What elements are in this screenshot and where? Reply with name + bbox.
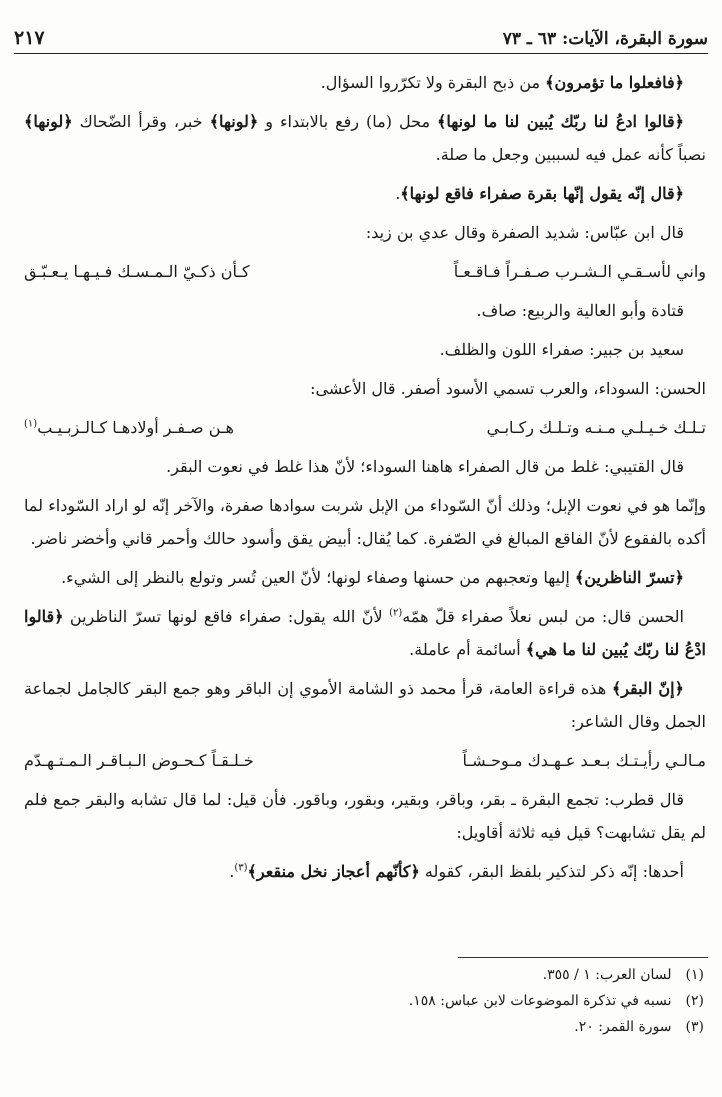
text: لأنّ الله يقول: صفراء فاقع لونها تسرّ الناظرين — [63, 607, 390, 626]
paragraph — [24, 855, 706, 888]
footnote-text: سورة القمر: ٢٠. — [574, 1019, 672, 1035]
quran-quote: ﴿فافعلوا ما تؤمرون﴾ — [545, 73, 684, 92]
footnote-number: (٣) — [685, 1019, 704, 1035]
text: هذه قراءة العامة، قرأ محمد ذو الشامة الأموي إن الباقر وهو جمع البقر كالجامل لجماعة الجمل وقال الشاعر: — [24, 679, 706, 731]
paragraph — [24, 561, 706, 594]
paragraph — [24, 66, 706, 99]
quran-quote: ﴿تسرّ الناظرين﴾ — [574, 568, 684, 587]
text: محل (ما) رفع بالابتداء و — [258, 112, 438, 131]
text: أسائمة أم عاملة. — [409, 640, 526, 659]
paragraph — [24, 105, 706, 171]
text: هـن صـفـر أولادهـا كـالـزبـيـب — [37, 418, 234, 437]
paragraph: قال القتيبي: غلط من قال الصفراء هاهنا السوداء؛ لأنّ هذا غلط في نعوت البقر. — [166, 457, 684, 476]
quran-quote: ﴿إنّ البقر﴾ — [611, 679, 684, 698]
page-number: ٢١٧ — [14, 27, 45, 49]
text: الحسن قال: من لبس نعلاً صفراء قلّ همّه — [402, 607, 684, 626]
verse-first-hemistich: مـالـي رأيـتـك بـعـد عـهـدك مـوحـشـاً — [462, 751, 706, 770]
verse-second-hemistich: كـأن ذكـيّ الـمـسـك فـيـهـا يـعـبّـق — [24, 262, 250, 281]
text: خبر، وقرأ الضّحاك — [72, 112, 210, 131]
poetry-verse — [24, 255, 706, 288]
footnote-item — [24, 962, 704, 988]
paragraph — [24, 177, 706, 210]
verse-second-hemistich — [24, 411, 234, 444]
paragraph: سعيد بن جبير: صفراء اللون والظلف. — [439, 340, 684, 359]
page-body — [24, 66, 706, 894]
text: إليها وتعجبهم من حسنها وصفاء لونها؛ لأنّ العين تُسر وتولع بالنظر إلى الشيء. — [61, 568, 575, 587]
running-title: سورة البقرة، الآيات: ٦٣ ـ ٧٣ — [502, 29, 708, 49]
paragraph: قال ابن عبّاس: شديد الصفرة وقال عدي بن زيد: — [365, 223, 684, 242]
verse-second-hemistich: خـلـقـاً كـحـوض الـبـاقـر الـمـتـهـدّم — [24, 751, 254, 770]
verse-first-hemistich: تـلـك خـيـلـي مـنـه وتـلـك ركـابـي — [486, 418, 706, 437]
footnote-number: (١) — [685, 967, 704, 983]
footnote-item — [24, 1014, 704, 1040]
text: نصباً كأنه عمل فيه لسببين وجعل ما صلة. — [435, 145, 706, 164]
paragraph: وإنّما هو في نعوت الإبل؛ وذلك أنّ السّوداء من الإبل شربت سوادها صفرة، والآخر إنّه لو اراد السّوداء لما أكده بالفقوع لأنّ الفاقع المبالغ في الصّفرة. كما يُقال: أبيض يقق وأسود حالك وأحمر قاني وأخضر ناضر. — [24, 496, 706, 548]
text: من ذبح البقرة ولا تكرّروا السؤال. — [320, 73, 546, 92]
footnote-divider — [458, 957, 708, 958]
text: . — [229, 862, 235, 881]
footnotes — [24, 962, 704, 1040]
verse-first-hemistich: واني لأسـقـي الـشـرب صـفـراً فـاقـعـاً — [453, 262, 706, 281]
quran-quote: ﴿قال إنّه يقول إنّها بقرة صفراء فاقع لونها﴾ — [400, 184, 684, 203]
paragraph: قتادة وأبو العالية والربيع: صاف. — [476, 301, 684, 320]
quran-quote: ﴿لونها﴾ — [24, 112, 73, 131]
text: أحدها: إنّه ذكر لتذكير بلفظ البقر، كقوله — [419, 862, 684, 881]
paragraph — [24, 672, 706, 738]
quran-quote: ﴿قالوا ادعُ لنا ربّك يُبين لنا ما لونها﴾ — [437, 112, 684, 131]
quran-quote: ﴿قالوا ادْعُ لنا ربّك يُبين لنا ما هي﴾ — [24, 607, 706, 659]
quran-quote: ﴿كأنّهم أعجاز نخل منقعر﴾ — [247, 862, 420, 881]
footnote-text: لسان العرب: ١ / ٣٥٥. — [542, 967, 672, 983]
footnote-text: نسبه في تذكرة الموضوعات لابن عباس: ١٥٨. — [408, 993, 672, 1009]
quran-quote: ﴿لونها﴾ — [209, 112, 259, 131]
text: . — [395, 184, 401, 203]
paragraph: قال قطرب: تجمع البقرة ـ بقر، وباقر، وبقير، وبقور، وباقور. فأن قيل: لما قال تشابه والبقر جمع فلم لم يقل تشابهت؟ قيل فيه ثلاثة أقاويل: — [24, 790, 706, 842]
footnote-ref[interactable]: (٣) — [234, 862, 248, 874]
footnote-item — [24, 988, 704, 1014]
page-header — [14, 22, 708, 54]
footnote-ref[interactable]: (١) — [24, 418, 38, 430]
footnote-ref[interactable]: (٢) — [389, 607, 403, 619]
paragraph — [24, 600, 706, 666]
footnote-number: (٢) — [685, 993, 704, 1009]
paragraph: الحسن: السوداء، والعرب تسمي الأسود أصفر. قال الأعشى: — [310, 379, 706, 398]
poetry-verse — [24, 411, 706, 444]
poetry-verse — [24, 744, 706, 777]
